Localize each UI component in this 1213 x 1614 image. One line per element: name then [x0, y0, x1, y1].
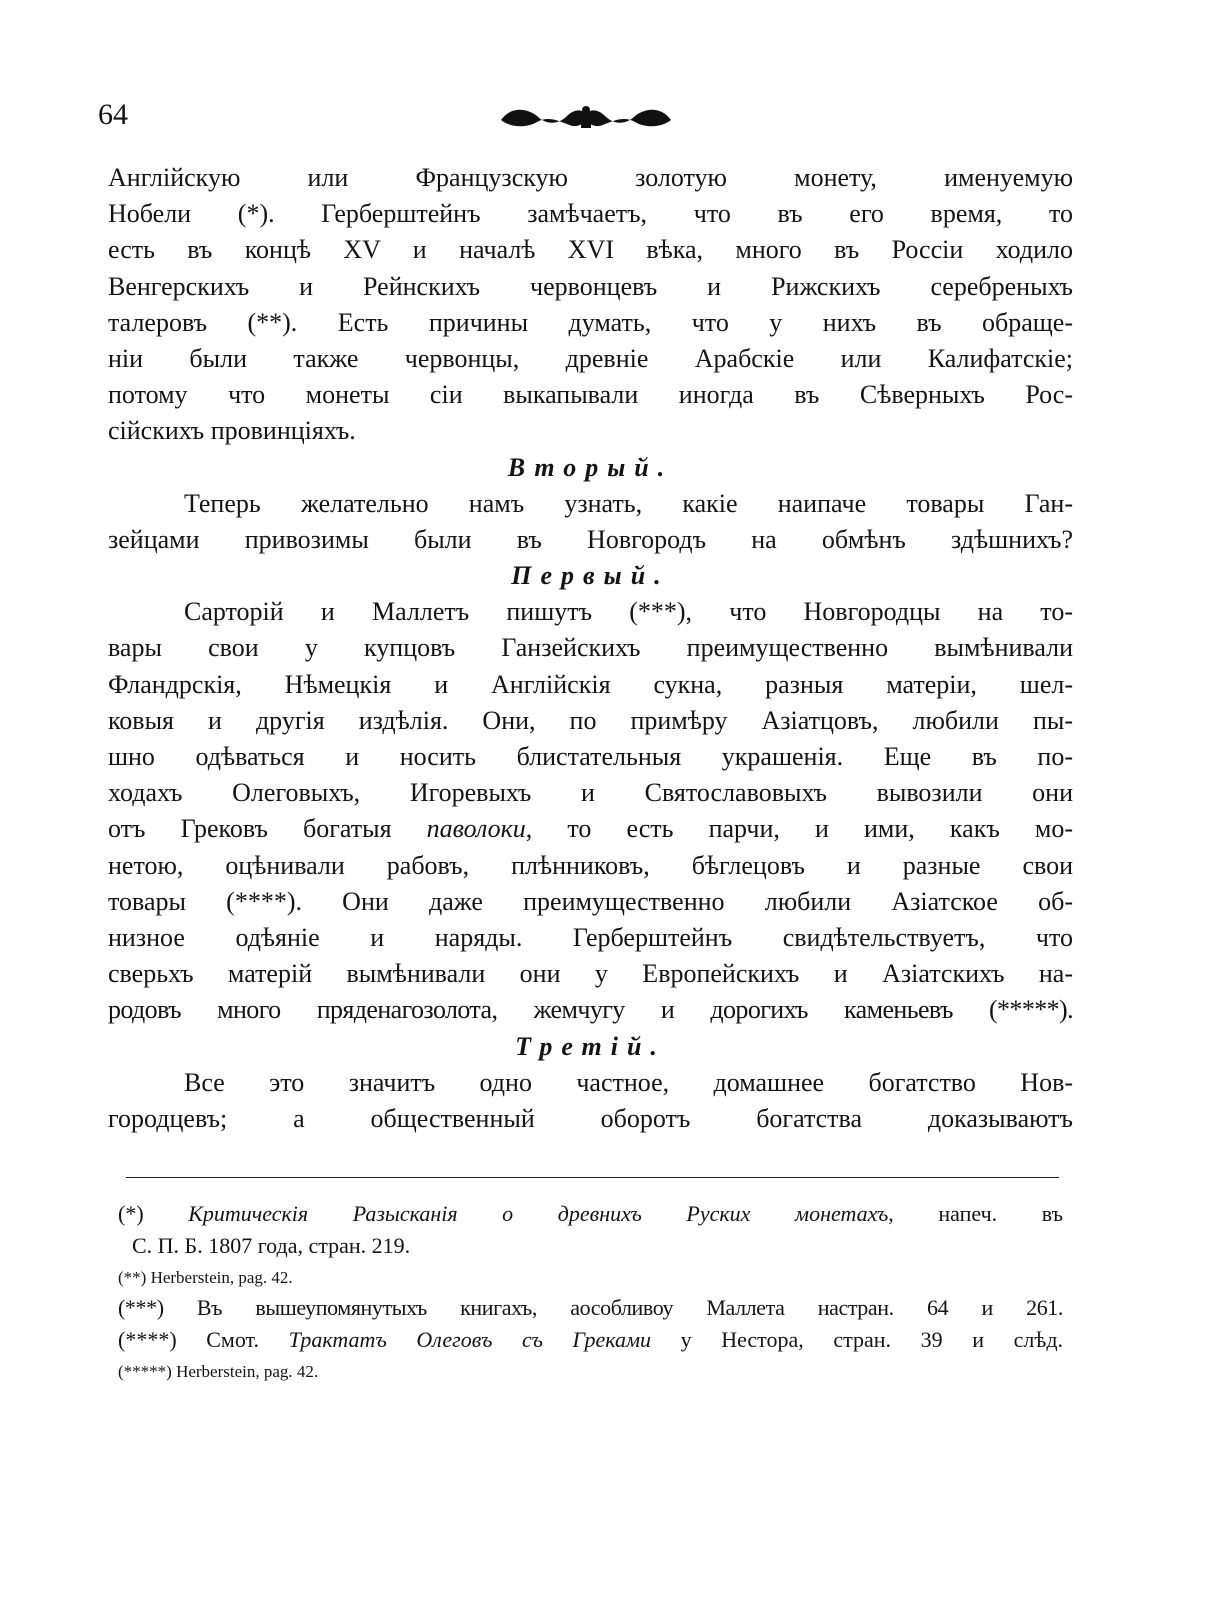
text-line: родовъ много пряденагозолота, жемчугу и дорогихъ каменьевъ (*****). [108, 995, 1073, 1025]
text-line: товары (****). Они даже преимущественно любили Азіатское об- [108, 886, 1073, 916]
section-heading-third: Третій. [515, 1031, 666, 1061]
text-line: Англійскую или Французскую золотую монету, именуемую [108, 163, 1073, 192]
text-line: сверьхъ матерій вымѣнивали они у Европейскихъ и Азіатскихъ на- [108, 959, 1073, 989]
text-line: ковыя и другія издѣлія. Они, по примѣру Азіатцовъ, любили пы- [108, 705, 1073, 735]
text-line: Фландрскія, Нѣмецкія и Англійскія сукна, разныя матеріи, шел- [108, 669, 1073, 699]
footnote-4-title: Трактатъ Олеговъ съ Греками [288, 1327, 651, 1352]
text-line: потому что монеты сіи выкапывали иногда въ Сѣверныхъ Рос- [108, 380, 1073, 410]
italic-term: паволоки [426, 814, 526, 844]
text-line: сійскихъ провинціяхъ. [108, 416, 356, 446]
text-line: талеровъ (**). Есть причины думать, что у нихъ въ обраще- [108, 307, 1073, 337]
section-heading-first: Первый. [511, 561, 670, 591]
text-line: низное одѣяніе и наряды. Герберштейнъ свидѣтельствуетъ, что [108, 922, 1073, 952]
text-line: ніи были также червонцы, древніе Арабскіе или Калифатскіе; [108, 343, 1073, 373]
text-line: городцевъ; а общественный оборотъ богатства доказываютъ [108, 1103, 1073, 1133]
page-number: 64 [98, 98, 128, 131]
footnote-2: (**) Herberstein, pag. 42. [118, 1268, 293, 1287]
decorative-headpiece-ornament-icon [497, 104, 675, 130]
footnote-1: (*) Критическія Разысканія о древнихъ Руских монетахъ, напеч. въ [118, 1201, 1063, 1226]
text-line: зейцами привозимы были въ Новгородъ на обмѣнъ здѣшнихъ? [108, 524, 1073, 554]
text-line: Сарторій и Маллетъ пишутъ (***), что Новгородцы на то- [184, 597, 1073, 627]
text-line: Все это значитъ одно частное, домашнее богатство Нов- [184, 1067, 1073, 1097]
footnote-divider [126, 1177, 1059, 1178]
text-line: ходахъ Олеговыхъ, Игоревыхъ и Святославовыхъ вывозили они [108, 778, 1073, 808]
text-line: Нобели (*). Герберштейнъ замѣчаетъ, что въ его время, то [108, 199, 1073, 229]
main-text [108, 160, 1073, 1137]
text-line: есть въ концѣ XV и началѣ XVI вѣка, много въ Россіи ходило [108, 235, 1073, 265]
footnote-5: (*****) Herberstein, pag. 42. [118, 1362, 319, 1381]
text-line: Теперь желательно намъ узнать, какіе наипаче товары Ган- [184, 488, 1073, 518]
footnote-4: (****) Смот. Трактатъ Олеговъ съ Греками у Нестора, стран. 39 и слѣд. [118, 1327, 1064, 1352]
footnote-1-continuation: С. П. Б. 1807 года, стран. 219. [132, 1233, 411, 1258]
text-line: отъ Грековъ богатыя паволоки, то есть парчи, и ими, какъ мо- [108, 814, 1073, 844]
text-line: Венгерскихъ и Рейнскихъ червонцевъ и Рижскихъ серебреныхъ [108, 271, 1073, 301]
section-heading-second: Вторый. [507, 452, 674, 482]
text-line: вары свои у купцовъ Ганзейскихъ преимущественно вымѣнивали [108, 633, 1073, 663]
text-line: шно одѣваться и носить блистательныя украшенія. Еще въ по- [108, 742, 1073, 771]
footnote-3: (***) Въ вышеупомянутыхъ книгахъ, аособливоу Маллета настран. 64 и 261. [118, 1295, 1063, 1320]
text-line: нетою, оцѣнивали рабовъ, плѣнниковъ, бѣглецовъ и разные свои [108, 850, 1073, 880]
footnotes [118, 1198, 1063, 1386]
footnote-1-title: Критическія Разысканія о древнихъ Руских монетахъ [188, 1201, 889, 1226]
